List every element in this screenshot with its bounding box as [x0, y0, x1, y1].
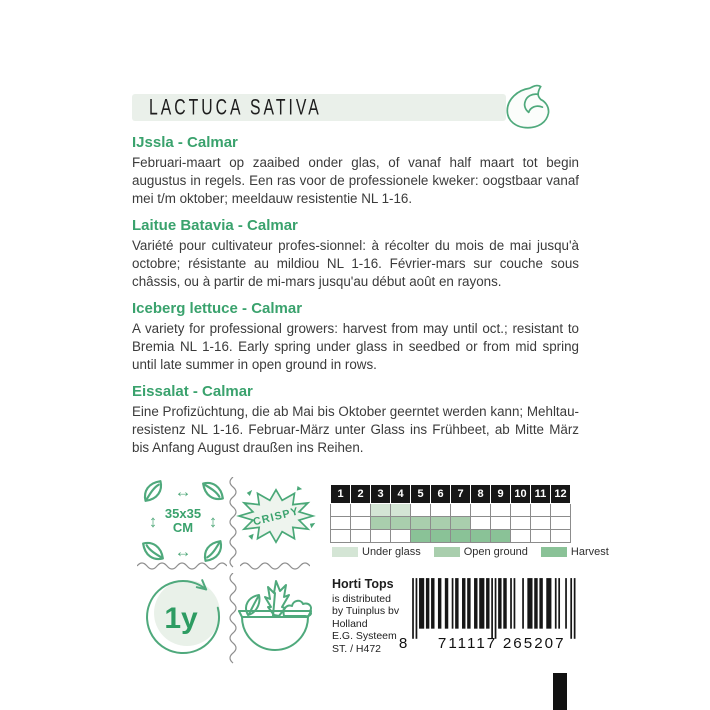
calendar-cell-harvest	[531, 530, 551, 543]
spacing-dimensions: 35x35	[164, 506, 202, 521]
month-header-cell: 9	[491, 485, 511, 504]
calendar-cell-open_ground	[491, 517, 511, 530]
section-body: A variety for professional growers: harvest from may until oct.; resistant to Bremia NL 1-16. Early spring under glass in seedbed or from mid spring until late summer in open ground in rows.	[132, 321, 579, 372]
barcode-digits: 265207	[502, 634, 566, 650]
divider-wavy-horizontal	[240, 562, 310, 570]
leaf-icon	[139, 537, 166, 564]
leaf-icon	[199, 477, 226, 504]
crispy-star-icon	[236, 483, 316, 549]
month-header-cell: 5	[411, 485, 431, 504]
crispy-label: CRISPY	[251, 505, 301, 529]
arrow-horizontal-icon: ↔	[174, 481, 192, 501]
month-header-cell: 12	[551, 485, 571, 504]
legend-label: Open ground	[463, 546, 528, 558]
calendar-cell-open_ground	[351, 517, 371, 530]
section-heading: IJssla - Calmar	[132, 134, 238, 151]
calendar-cell-under_glass	[531, 504, 551, 517]
distributor-name: Horti Tops	[332, 577, 394, 591]
distributor-line: Holland	[332, 617, 368, 630]
month-header-cell: 1	[331, 485, 351, 504]
divider-wavy-horizontal	[137, 562, 227, 570]
section-heading: Eissalat - Calmar	[132, 383, 253, 400]
calendar-cell-under_glass	[431, 504, 451, 517]
month-header-cell: 6	[431, 485, 451, 504]
legend-swatch	[541, 547, 567, 557]
month-header-cell: 7	[451, 485, 471, 504]
legend-item-harvest	[541, 546, 609, 558]
leaf-icon	[139, 477, 166, 504]
month-header-cell: 2	[351, 485, 371, 504]
spacing-unit: CM	[172, 520, 194, 535]
month-header-cell: 3	[371, 485, 391, 504]
spacing-value	[165, 507, 201, 535]
calendar-cell-open_ground	[411, 517, 431, 530]
legend-swatch	[434, 547, 460, 557]
calendar-table	[330, 484, 571, 543]
calendar-cell-under_glass	[451, 504, 471, 517]
arrow-vertical-icon: ↕	[208, 511, 218, 531]
calendar-cell-open_ground	[431, 517, 451, 530]
section-nl	[132, 134, 579, 208]
calendar-cell-harvest	[551, 530, 571, 543]
distributor	[332, 577, 404, 655]
calendar-cell-open_ground	[471, 517, 491, 530]
calendar-cell-harvest	[431, 530, 451, 543]
calendar-cell-harvest	[471, 530, 491, 543]
page-title: LACTUCA SATIVA	[149, 95, 322, 120]
calendar-cell-open_ground	[511, 517, 531, 530]
calendar-cell-open_ground	[371, 517, 391, 530]
arrow-vertical-icon: ↕	[148, 511, 158, 531]
calendar-cell-under_glass	[411, 504, 431, 517]
calendar-cell-harvest	[451, 530, 471, 543]
one-year-icon	[141, 573, 227, 664]
calendar-cell-open_ground	[331, 517, 351, 530]
distributor-lines	[332, 593, 404, 655]
calendar-cell-under_glass	[491, 504, 511, 517]
legend-item-open_ground	[434, 546, 528, 558]
section-body: Februari-maart op zaaibed onder glas, of vanaf half maart tot begin augustus in regels. Een ras voor de professionele kweker: oogstbaar vanaf mei t/m oktober; meeldauw resistentie NL 1-16.	[132, 155, 579, 206]
description-sections	[132, 134, 579, 466]
section-heading: Laitue Batavia - Calmar	[132, 217, 298, 234]
calendar-cell-harvest	[511, 530, 531, 543]
muscle-icon	[501, 84, 553, 137]
calendar-cell-under_glass	[331, 504, 351, 517]
barcode-svg	[398, 578, 576, 650]
header-banner	[132, 94, 506, 121]
barcode	[398, 578, 576, 655]
calendar-legend	[332, 546, 609, 558]
distributor-line: by Tuinplus bv	[332, 605, 400, 618]
distributor-line: is distributed	[332, 593, 391, 605]
section-de	[132, 383, 579, 457]
calendar-cell-under_glass	[371, 504, 391, 517]
calendar-cell-harvest	[331, 530, 351, 543]
section-fr	[132, 217, 579, 291]
month-header-cell: 4	[391, 485, 411, 504]
calendar	[330, 484, 609, 558]
calendar-cell-under_glass	[511, 504, 531, 517]
calendar-cell-under_glass	[471, 504, 491, 517]
calendar-cell-harvest	[491, 530, 511, 543]
arrow-horizontal-icon: ↔	[174, 541, 192, 561]
leaf-icon	[199, 537, 226, 564]
spacing-icon	[139, 477, 227, 565]
calendar-cell-under_glass	[551, 504, 571, 517]
calendar-cell-open_ground	[531, 517, 551, 530]
section-en	[132, 300, 579, 374]
month-header-cell: 8	[471, 485, 491, 504]
month-header-cell: 11	[531, 485, 551, 504]
one-year-label: 1y	[164, 602, 198, 635]
section-body: Eine Profizüchtung, die ab Mai bis Oktober geerntet werden kann; Mehltau-resistenz NL 1-16. Februar-März unter Glass ins Frühbeet, ab Mitte März bis Anfang August draußen ins Reihen.	[132, 404, 579, 455]
calendar-cell-open_ground	[451, 517, 471, 530]
legend-label: Under glass	[362, 546, 421, 558]
calendar-cell-open_ground	[551, 517, 571, 530]
calendar-cell-harvest	[411, 530, 431, 543]
print-mark	[553, 673, 567, 710]
legend-label: Harvest	[570, 546, 609, 558]
calendar-cell-under_glass	[351, 504, 371, 517]
salad-bowl-icon	[234, 571, 316, 664]
calendar-cell-harvest	[371, 530, 391, 543]
barcode-digits: 711117	[437, 634, 498, 650]
distributor-line: E.G. Systeem	[332, 630, 397, 643]
legend-swatch	[332, 547, 358, 557]
calendar-cell-under_glass	[391, 504, 411, 517]
month-header-cell: 10	[511, 485, 531, 504]
section-body: Variété pour cultivateur profes-sionnel: à récolter du mois de mai jusqu'à octobre; résistante au mildiou NL 1-16. Février-mars sur couche sous châssis, ou à partir de mi-mars jusqu'au début août en rayons.	[132, 238, 579, 289]
barcode-digits: 8	[398, 634, 410, 650]
calendar-cell-harvest	[351, 530, 371, 543]
legend-item-under_glass	[332, 546, 421, 558]
calendar-cell-harvest	[391, 530, 411, 543]
distributor-line: ST. / H472	[332, 642, 382, 655]
crispy-badge	[236, 483, 316, 554]
section-heading: Iceberg lettuce - Calmar	[132, 300, 303, 317]
calendar-cell-open_ground	[391, 517, 411, 530]
